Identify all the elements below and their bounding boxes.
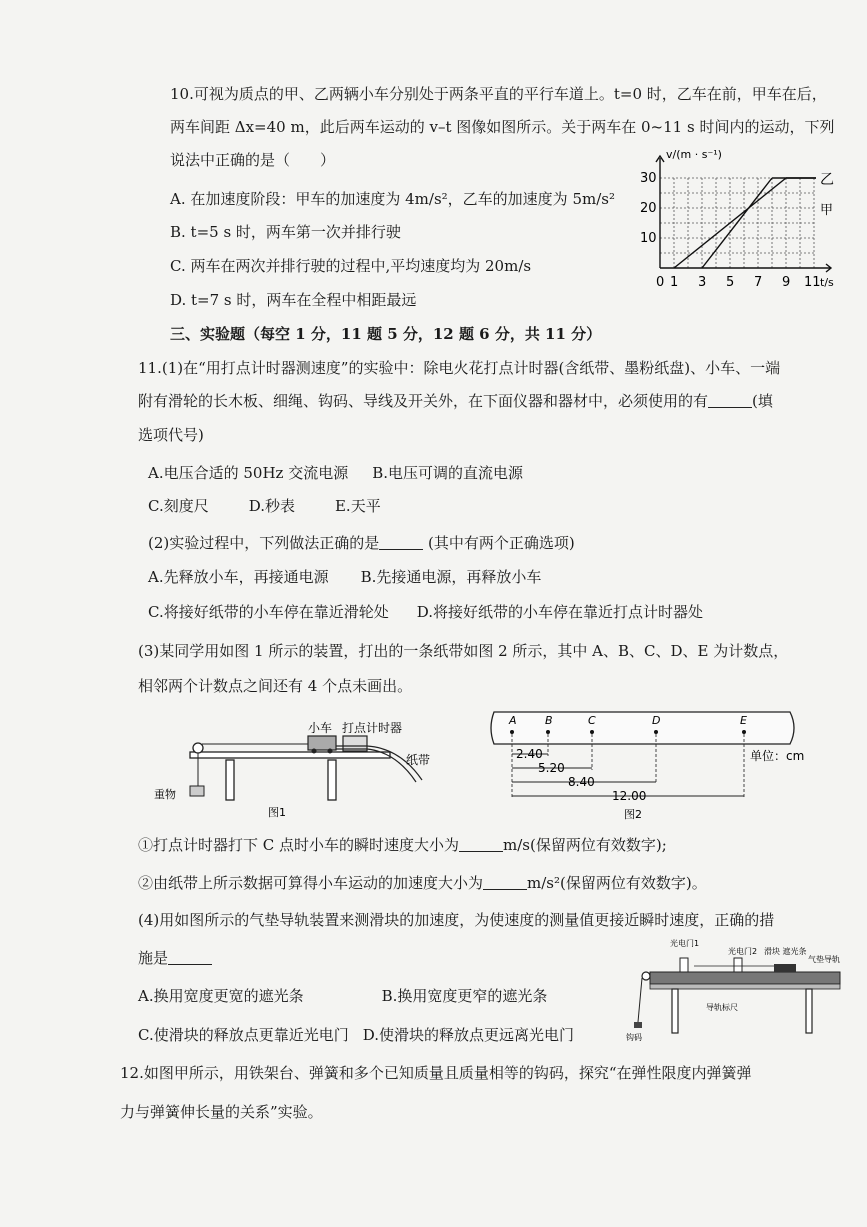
label-yi: 乙	[820, 172, 834, 188]
q11-p3-line1: (3)某同学用如图 1 所示的装置，打出的一条纸带如图 2 所示，其中 A、B、C、D、E 为计数点，	[138, 642, 789, 660]
q11-p3-line2: 相邻两个计数点之间还有 4 个点未画出。	[138, 677, 413, 695]
fig1-caption: 图1	[268, 806, 286, 819]
graph-xlabel: t/s	[820, 276, 834, 289]
q11-p1-line2: 附有滑轮的长木板、细绳、钩码、导线及开关外，在下面仪器和器材中，必须使用的有 (填	[138, 392, 773, 410]
photo-gate-1-icon	[680, 958, 688, 972]
x-tick-7: 7	[754, 275, 763, 290]
section-3-heading: 三、实验题（每空 1 分，11 题 5 分，12 题 6 分，共 11 分）	[170, 325, 602, 343]
answer-blank[interactable]	[379, 535, 423, 550]
q11-p4-options-cd: C.使滑块的释放点更靠近光电门 D.使滑块的释放点更远离光电门	[138, 1026, 574, 1044]
answer-blank[interactable]	[708, 393, 752, 408]
y-tick-10: 10	[640, 231, 657, 246]
point-a: A	[509, 714, 517, 727]
fig2-caption: 图2	[624, 808, 642, 821]
x-tick-3: 3	[698, 275, 707, 290]
dist-ab: 2.40	[516, 747, 543, 761]
q10-option-b: B. t=5 s 时，两车第一次并排行驶	[170, 223, 401, 241]
q11-p1-line3: 选项代号)	[138, 426, 204, 444]
q10-option-c: C. 两车在两次并排行驶的过程中,平均速度均为 20m/s	[170, 257, 532, 275]
pulley-icon	[193, 743, 203, 753]
q11-p4-line1: (4)用如图所示的气垫导轨装置来测滑块的加速度，为使速度的测量值更接近瞬时速度，正确的措	[138, 911, 775, 929]
dist-ac: 5.20	[538, 761, 565, 775]
point-b: B	[545, 714, 553, 727]
vt-graph	[640, 148, 840, 298]
x-tick-1: 1	[670, 275, 679, 290]
fig3-slider-label: 滑块 遮光条	[764, 947, 807, 956]
figure-2-tape	[488, 708, 808, 826]
x-tick-0: 0	[656, 275, 665, 290]
x-tick-5: 5	[726, 275, 735, 290]
fig3-rail-label: 气垫导轨	[808, 955, 840, 964]
answer-blank[interactable]	[459, 837, 503, 852]
q10-line3: 说法中正确的是（ ）	[170, 151, 336, 169]
fig3-gate2-label: 光电门2	[728, 947, 758, 956]
q11-p1-options-ab: A.电压合适的 50Hz 交流电源 B.电压可调的直流电源	[148, 464, 524, 482]
photo-gate-2-icon	[734, 958, 742, 972]
unit-label: 单位：cm	[750, 749, 805, 763]
fig1-timer-label: 打点计时器	[342, 721, 403, 735]
dist-ad: 8.40	[568, 775, 595, 789]
q11-p4-options-ab: A.换用宽度更宽的遮光条 B.换用宽度更窄的遮光条	[138, 987, 548, 1005]
point-e: E	[740, 714, 747, 727]
fig1-car-label: 小车	[308, 721, 333, 735]
y-tick-30: 30	[640, 171, 657, 186]
y-tick-20: 20	[640, 201, 657, 216]
q11-p2-options-cd: C.将接好纸带的小车停在靠近滑轮处 D.将接好纸带的小车停在靠近打点计时器处	[148, 603, 703, 621]
answer-blank[interactable]	[168, 950, 212, 965]
q12-line2: 力与弹簧伸长量的关系”实验。	[120, 1103, 323, 1121]
q11-p2-options-ab: A.先释放小车，再接通电源 B.先接通电源，再释放小车	[148, 568, 542, 586]
q10-line1: 10.可视为质点的甲、乙两辆小车分别处于两条平直的平行车道上。t=0 时，乙车在前，甲车在后，	[170, 85, 827, 103]
q11-p2-stem: (2)实验过程中，下列做法正确的是 (其中有两个正确选项)	[148, 534, 575, 552]
fig1-weight-label: 重物	[154, 788, 176, 801]
q10-line2: 两车间距 Δx=40 m，此后两车运动的 v–t 图像如图所示。关于两车在 0~11 s 时间内的运动，下列	[170, 118, 835, 136]
car-icon	[308, 736, 336, 750]
q10-option-d: D. t=7 s 时，两车在全程中相距最远	[170, 291, 417, 309]
q11-p3-a: ①打点计时器打下 C 点时小车的瞬时速度大小为 m/s(保留两位有效数字);	[138, 836, 667, 854]
fig3-gate1-label: 光电门1	[670, 939, 700, 948]
figure-3-air-track	[624, 936, 850, 1048]
q12-line1: 12.如图甲所示，用铁架台、弹簧和多个已知质量且质量相等的钩码，探究“在弹性限度内弹簧弹	[120, 1064, 752, 1082]
slider-icon	[774, 964, 796, 972]
fig1-tape-label: 纸带	[406, 753, 431, 767]
fig3-ruler-label: 导轨标尺	[706, 1003, 738, 1012]
point-c: C	[588, 714, 596, 727]
hook-weight-icon	[634, 1022, 642, 1028]
weight-icon	[190, 786, 204, 796]
fig3-weight-label: 钩码	[626, 1033, 642, 1042]
graph-ylabel: v/(m · s⁻¹)	[666, 148, 722, 161]
q10-option-a: A. 在加速度阶段：甲车的加速度为 4m/s²，乙车的加速度为 5m/s²	[170, 190, 615, 208]
q11-p3-b: ②由纸带上所示数据可算得小车运动的加速度大小为 m/s²(保留两位有效数字)。	[138, 874, 707, 892]
q11-p1-options-cde: C.刻度尺 D.秒表 E.天平	[148, 497, 381, 515]
x-tick-11: 11	[804, 275, 821, 290]
q11-p1-line1: 11.(1)在“用打点计时器测速度”的实验中：除电火花打点计时器(含纸带、墨粉纸盘)、小车、一端	[138, 359, 781, 377]
answer-blank[interactable]	[483, 875, 527, 890]
figure-1-apparatus	[150, 718, 440, 822]
dist-ae: 12.00	[612, 789, 647, 803]
x-tick-9: 9	[782, 275, 791, 290]
q11-p4-line2: 施是	[138, 948, 212, 968]
label-jia: 甲	[820, 203, 834, 218]
point-d: D	[652, 714, 661, 727]
